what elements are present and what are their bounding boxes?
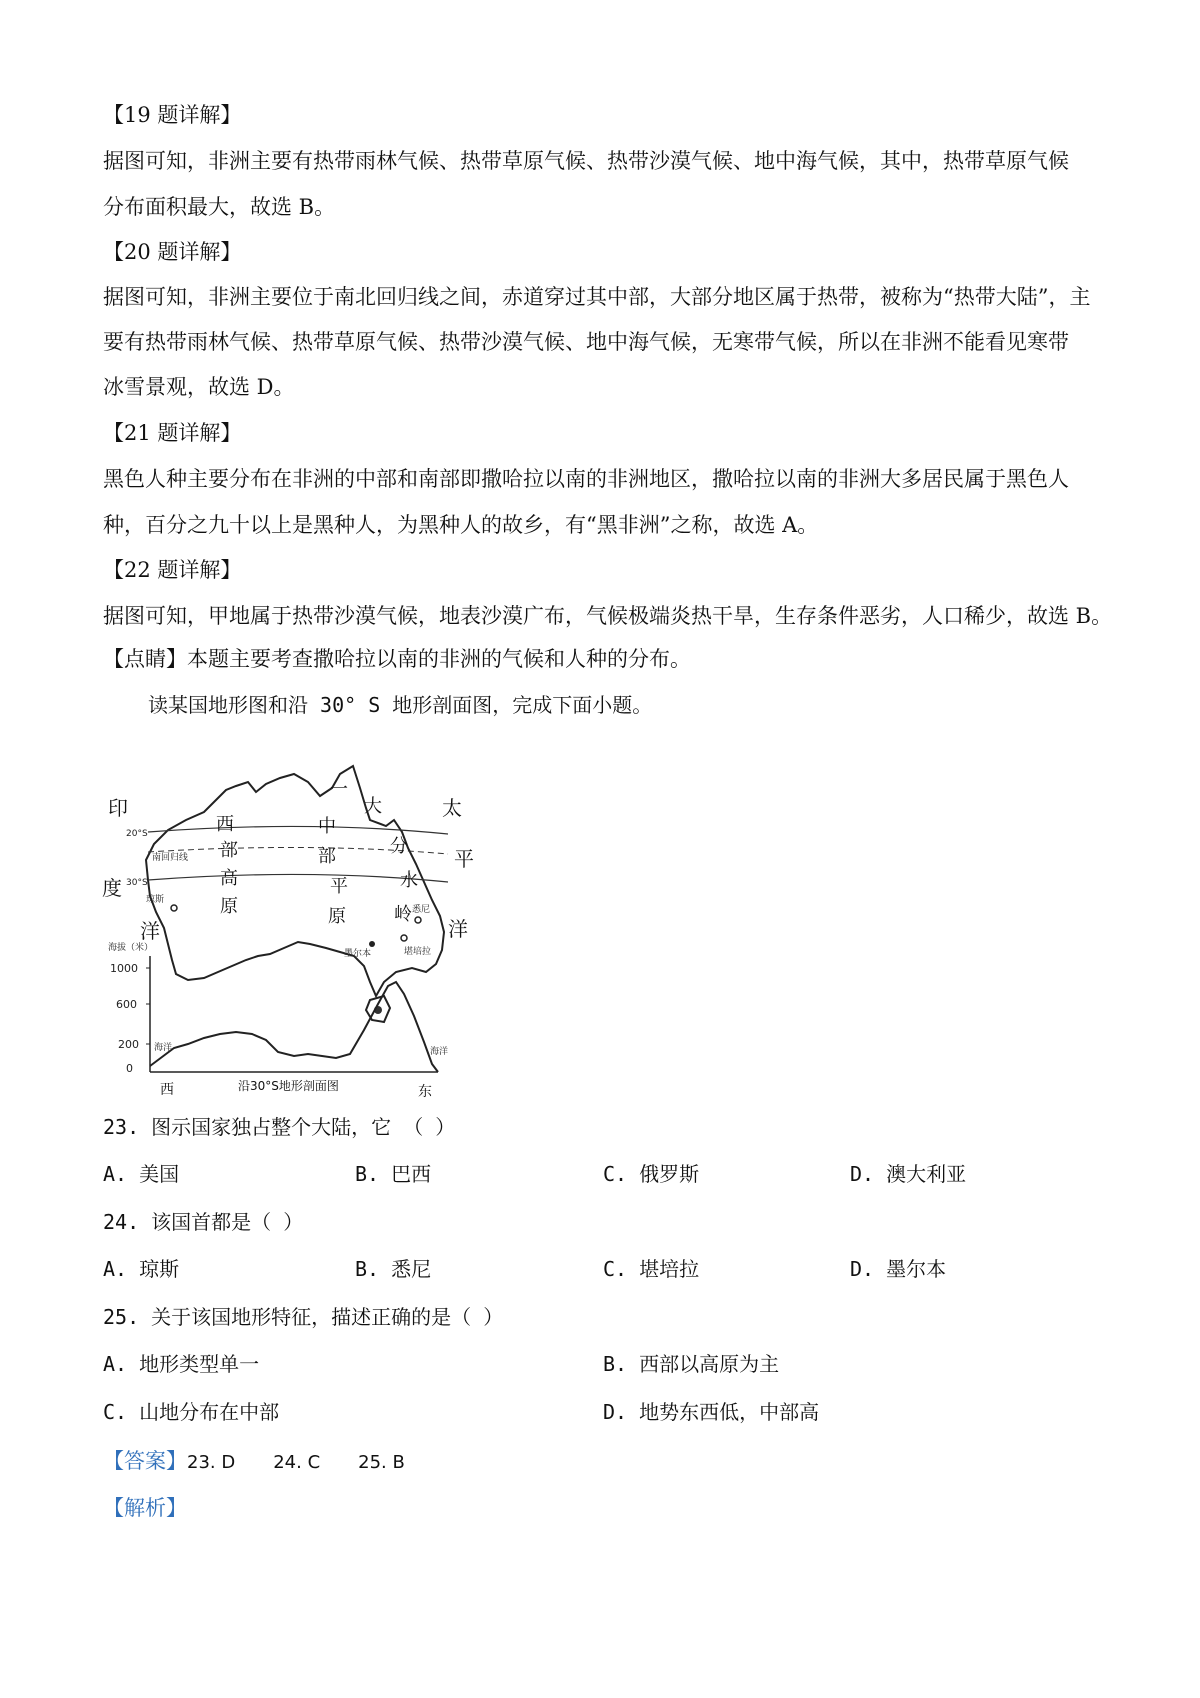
heading-19: 【19 题详解】 xyxy=(103,103,242,127)
heading-20: 【20 题详解】 xyxy=(103,240,242,264)
text-20-line3: 冰雪景观，故选 D。 xyxy=(103,375,295,399)
label-yang-west: 洋 xyxy=(140,919,160,943)
heading-21: 【21 题详解】 xyxy=(103,421,242,445)
label-du: 度 xyxy=(102,876,122,900)
heading-22: 【22 题详解】 xyxy=(103,558,242,582)
city-canberra-marker xyxy=(401,935,407,941)
city-melbourne-marker xyxy=(369,941,375,947)
label-yang-east: 洋 xyxy=(448,917,468,941)
text-20-line1: 据图可知，非洲主要位于南北回归线之间，赤道穿过其中部，大部分地区属于热带，被称为“热带大陆”，主 xyxy=(103,285,1091,309)
label-fen: 分 xyxy=(390,836,408,857)
label-da: 大 xyxy=(364,796,382,817)
label-yi: 一 xyxy=(330,779,348,800)
profile-sea-east: 海洋 xyxy=(430,1047,449,1057)
summary-note: 【点睛】本题主要考查撒哈拉以南的非洲的气候和人种的分布。 xyxy=(103,647,691,671)
label-bu1: 部 xyxy=(220,840,238,861)
question-23-option-c: C. 俄罗斯 xyxy=(603,1162,700,1186)
question-24-option-b: B. 悉尼 xyxy=(355,1257,432,1281)
answer-23: 23. D xyxy=(187,1452,236,1473)
question-24-stem: 24. 该国首都是（ ） xyxy=(103,1210,304,1234)
text-19-line1: 据图可知，非洲主要有热带雨林气候、热带草原气候、热带沙漠气候、地中海气候，其中，热带草原气候 xyxy=(103,149,1069,173)
answer-25: 25. B xyxy=(358,1452,405,1473)
label-yin: 印 xyxy=(108,796,128,820)
label-ling: 岭 xyxy=(394,904,412,925)
question-25-stem: 25. 关于该国地形特征，描述正确的是（ ） xyxy=(103,1305,504,1329)
label-bu2: 部 xyxy=(318,846,336,867)
profile-east: 东 xyxy=(418,1084,432,1100)
answer-label: 【答案】 xyxy=(103,1449,187,1473)
lat20-label: 20°S xyxy=(126,829,148,839)
figure-intro: 读某国地形图和沿 30° S 地形剖面图，完成下面小题。 xyxy=(148,693,653,717)
question-25-option-c: C. 山地分布在中部 xyxy=(103,1400,280,1424)
profile-ytick-200: 200 xyxy=(118,1038,139,1051)
label-zhong: 中 xyxy=(318,816,336,837)
city-canberra-label: 堪培拉 xyxy=(404,947,432,957)
tropic-label: 南回归线 xyxy=(152,853,189,863)
text-21-line1: 黑色人种主要分布在非洲的中部和南部即撒哈拉以南的非洲地区，撒哈拉以南的非洲大多居民属于黑色人 xyxy=(103,467,1069,491)
city-perth-label: 琼斯 xyxy=(146,895,165,905)
label-tai: 太 xyxy=(442,796,462,820)
text-22-line1: 据图可知，甲地属于热带沙漠气候，地表沙漠广布，气候极端炎热干旱，生存条件恶劣，人口稀少，故选 B。 xyxy=(103,604,1113,628)
lat30-label: 30°S xyxy=(126,878,148,888)
question-25-option-a: A. 地形类型单一 xyxy=(103,1352,260,1376)
text-20-line2: 要有热带雨林气候、热带草原气候、热带沙漠气候、地中海气候，无寒带气候，所以在非洲不能看见寒带 xyxy=(103,330,1069,354)
label-gao: 高 xyxy=(220,868,238,889)
australia-map-figure xyxy=(102,760,528,1100)
city-sydney-label: 悉尼 xyxy=(412,905,431,915)
question-23-option-a: A. 美国 xyxy=(103,1162,180,1186)
question-24-option-a: A. 琼斯 xyxy=(103,1257,180,1281)
question-23-stem: 23. 图示国家独占整个大陆，它 （ ） xyxy=(103,1115,456,1139)
profile-west: 西 xyxy=(160,1082,174,1098)
profile-curve xyxy=(150,982,438,1072)
question-24-option-c: C. 堪培拉 xyxy=(603,1257,700,1281)
question-23-option-b: B. 巴西 xyxy=(355,1162,432,1186)
answer-24: 24. C xyxy=(273,1452,321,1473)
city-melbourne-label: 墨尔本 xyxy=(344,949,372,959)
profile-ytick-0: 0 xyxy=(126,1062,133,1075)
profile-ytick-600: 600 xyxy=(116,998,137,1011)
question-24-option-d: D. 墨尔本 xyxy=(850,1257,947,1281)
answer-row xyxy=(103,1446,1103,1478)
label-yuan1: 原 xyxy=(220,896,238,917)
label-xi: 西 xyxy=(216,814,234,835)
profile-caption: 沿30°S地形剖面图 xyxy=(238,1079,339,1093)
profile-sea-west: 海洋 xyxy=(154,1043,173,1053)
analysis-label: 【解析】 xyxy=(103,1496,187,1520)
question-25-option-b: B. 西部以高原为主 xyxy=(603,1352,780,1376)
label-yuan2: 原 xyxy=(328,906,346,927)
question-25-option-d: D. 地势东西低，中部高 xyxy=(603,1400,820,1424)
question-23-option-d: D. 澳大利亚 xyxy=(850,1162,967,1186)
label-ping2: 平 xyxy=(330,876,348,897)
label-shui: 水 xyxy=(400,870,418,891)
profile-ylabel: 海拔（米） xyxy=(108,943,154,953)
text-21-line2: 种，百分之九十以上是黑种人，为黑种人的故乡，有“黑非洲”之称，故选 A。 xyxy=(103,513,819,537)
label-ping: 平 xyxy=(454,847,474,871)
text-19-line2: 分布面积最大，故选 B。 xyxy=(103,195,336,219)
profile-ytick-1000: 1000 xyxy=(110,962,138,975)
city-perth-marker xyxy=(171,905,177,911)
city-sydney-marker xyxy=(415,917,421,923)
